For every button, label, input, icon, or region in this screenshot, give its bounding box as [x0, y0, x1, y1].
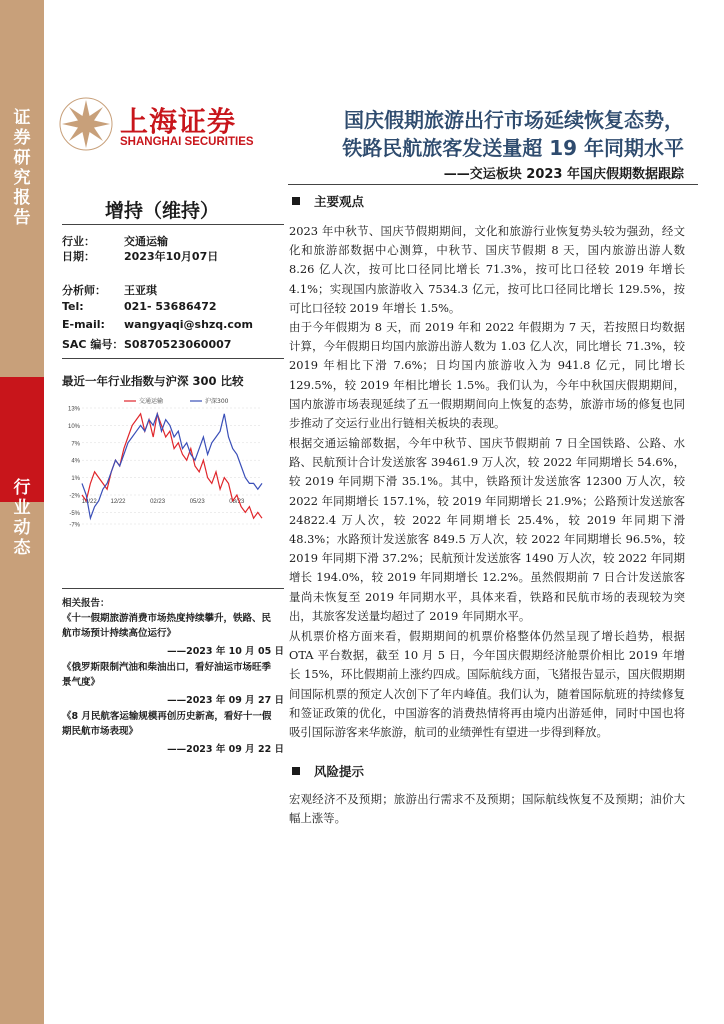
analyst-row — [62, 282, 157, 298]
header-divider — [288, 184, 698, 185]
index-comparison-chart — [62, 396, 272, 536]
section-risk — [292, 762, 364, 780]
chart-x-tick-label: 10/22 — [81, 499, 97, 505]
tel-row — [62, 300, 217, 313]
industry-label: 行业： — [62, 235, 95, 248]
paragraph-3: 根据交通运输部数据，今年中秋节、国庆节假期前 7 日全国铁路、公路、水路、民航预计合计发送旅客 39461.9 万人次，较 2022 年同期增长 54.6%，较 2019 年同期下滑 35.1%。其中，铁路预计发送旅客 12300 万人次，较 2022 年同期增长 157.1%，较 2019 年同期增长 21.9%；公路预计发送旅客 24822.4 万人次，较 2022 年同期增长 25.4%，较 2019 年同期下滑 48.3%；水路预计发送旅客 849.5 万人次，较 2022 年同期增长 96.5%，较 2019 年同期下滑 37.2%；民航预计发送旅客 1490 万人次，较 2022 年同期增长 194.0%，较 2019 年同期增长 12.2%。虽然假期前 7 日合计发送旅客量尚未恢复至 2019 年同期水平，具体来看，铁路和民航市场的表现较为突出，其旅客发送量均超过了 2019 年同期水平。 — [289, 436, 685, 623]
paragraph-1: 2023 年中秋节、国庆节假期期间，文化和旅游行业恢复势头较为强劲，经文化和旅游部数据中心测算，中秋节、国庆节假期 8 天，国内旅游出游人数 8.26 亿人次，按可比口径同比增长 71.3%，按可比口径较 2019 年增长 4.1%；实现国内旅游收入 7534.3 亿元，按可比口径同比增长 129.5%，按可比口径较 2019 年增长 1.5%。 — [289, 224, 685, 315]
chart-y-tick-label: 4% — [71, 458, 80, 465]
logo-emblem-icon — [58, 96, 114, 152]
analyst-value: 王亚琪 — [124, 284, 157, 297]
chart-x-tick-label: 12/22 — [110, 499, 126, 505]
rating-divider — [62, 224, 284, 225]
sac-value: S0870523060007 — [124, 338, 232, 351]
section-bullet-icon — [292, 197, 300, 205]
company-logo — [58, 96, 258, 156]
related-report-3-date: ——2023 年 09 月 22 日 — [167, 744, 284, 755]
related-report-2-title[interactable]: 《俄罗斯限制汽油和柴油出口，看好油运市场旺季景气度》 — [62, 662, 272, 688]
analyst-label: 分析师： — [62, 284, 106, 297]
chart-y-tick-label: 13% — [67, 406, 80, 413]
date-row — [62, 248, 218, 264]
chart-divider — [62, 588, 284, 589]
logo-name-en: SHANGHAI SECURITIES — [120, 136, 254, 148]
chart-y-tick-label: -7% — [69, 522, 80, 529]
report-title-line1: 国庆假期旅游出行市场延续恢复态势， — [344, 108, 684, 132]
section-risk-title: 风险提示 — [314, 764, 365, 779]
logo-name-cn: 上海证券 — [120, 105, 237, 138]
sidebar-report-type-text: 证 券 研 究 报 告 — [13, 108, 31, 228]
related-report-3-title[interactable]: 《8 月民航客运输规模再创历史新高，看好十一假期民航市场表现》 — [62, 711, 272, 737]
industry-value: 交通运输 — [124, 235, 168, 248]
sidebar-report-category-text: 行 业 动 态 — [13, 478, 31, 558]
paragraph-risk: 宏观经济不及预期；旅游出行需求不及预期；国际航线恢复不及预期；油价大幅上涨等。 — [289, 792, 685, 826]
related-report-1-date: ——2023 年 10 月 05 日 — [167, 646, 284, 657]
email-value[interactable]: wangyaqi@shzq.com — [124, 318, 253, 331]
paragraph-4: 从机票价格方面来看，假期期间的机票价格整体仍然呈现了增长趋势，根据 OTA 平台数据，截至 10 月 5 日，今年国庆假期经济舱票价相比 2019 年增长 15%，环比假期前上涨约四成。国际航线方面，飞猪报告显示，国庆假期期间国际机票的预定人次创下了年内峰值。我们认为，随着国际航班的持续修复和签证政策的优化，中国游客的消费热情将再由境内出游延伸，同时中国也将吸引国际游客来华旅游，航司的业绩弹性有望进一步得到释放。 — [289, 629, 685, 740]
report-title-line2: 铁路民航旅客发送量超 19 年同期水平 — [342, 136, 684, 160]
chart-y-tick-label: 7% — [71, 441, 80, 448]
chart-svg — [62, 396, 272, 536]
chart-y-tick-label: 1% — [71, 476, 80, 483]
section-main-points-title: 主要观点 — [314, 194, 365, 209]
date-label: 日期： — [62, 250, 95, 263]
chart-x-tick-label: 08/23 — [229, 499, 245, 505]
chart-legend-label: 沪深300 — [205, 398, 229, 405]
chart-y-tick-label: -5% — [69, 510, 80, 517]
chart-y-tick-label: 10% — [67, 423, 80, 430]
date-value: 2023年10月07日 — [124, 250, 219, 263]
info-divider — [62, 358, 284, 359]
email-row — [62, 318, 253, 331]
section-main-points — [292, 192, 364, 210]
industry-row — [62, 233, 168, 249]
tel-label: Tel: — [62, 300, 84, 313]
rating: 增持（维持） — [104, 200, 219, 222]
sidebar-report-category — [6, 478, 38, 558]
email-label: E-mail: — [62, 318, 105, 331]
related-reports-title: 相关报告： — [62, 598, 110, 609]
paragraph-2: 由于今年假期为 8 天，而 2019 年和 2022 年假期为 7 天，若按照日均数据计算，今年假期日均国内旅游出游人数为 1.03 亿人次，同比增长 71.3%，较 2019 年相比下滑 7.6%；日均国内旅游收入为 941.8 亿元，同比增长 129.5%，较 2019 年相比增长 1.5%。我们认为，今年中秋国庆假期期间，国内旅游市场表现延续了五一假期期间向上恢复的态势，旅游市场的修复也同步推动了交运行业出行链相关板块的表现。 — [289, 320, 685, 431]
report-subtitle: ——交运板块 2023 年国庆假期数据跟踪 — [443, 167, 684, 182]
chart-title: 最近一年行业指数与沪深 300 比较 — [62, 374, 244, 388]
chart-y-tick-label: -2% — [69, 493, 80, 500]
chart-legend-label: 交通运输 — [139, 398, 164, 405]
chart-x-tick-label: 05/23 — [189, 499, 205, 505]
related-report-1-title[interactable]: 《十一假期旅游消费市场热度持续攀升，铁路、民航市场预计持续高位运行》 — [62, 613, 272, 639]
tel-value: 021- 53686472 — [124, 300, 217, 313]
related-report-2-date: ——2023 年 09 月 27 日 — [167, 695, 284, 706]
sac-row — [62, 336, 231, 352]
section-bullet-icon — [292, 767, 300, 775]
sidebar-report-type — [6, 108, 38, 228]
chart-x-tick-label: 02/23 — [150, 499, 166, 505]
sac-label: SAC 编号： — [62, 338, 124, 351]
